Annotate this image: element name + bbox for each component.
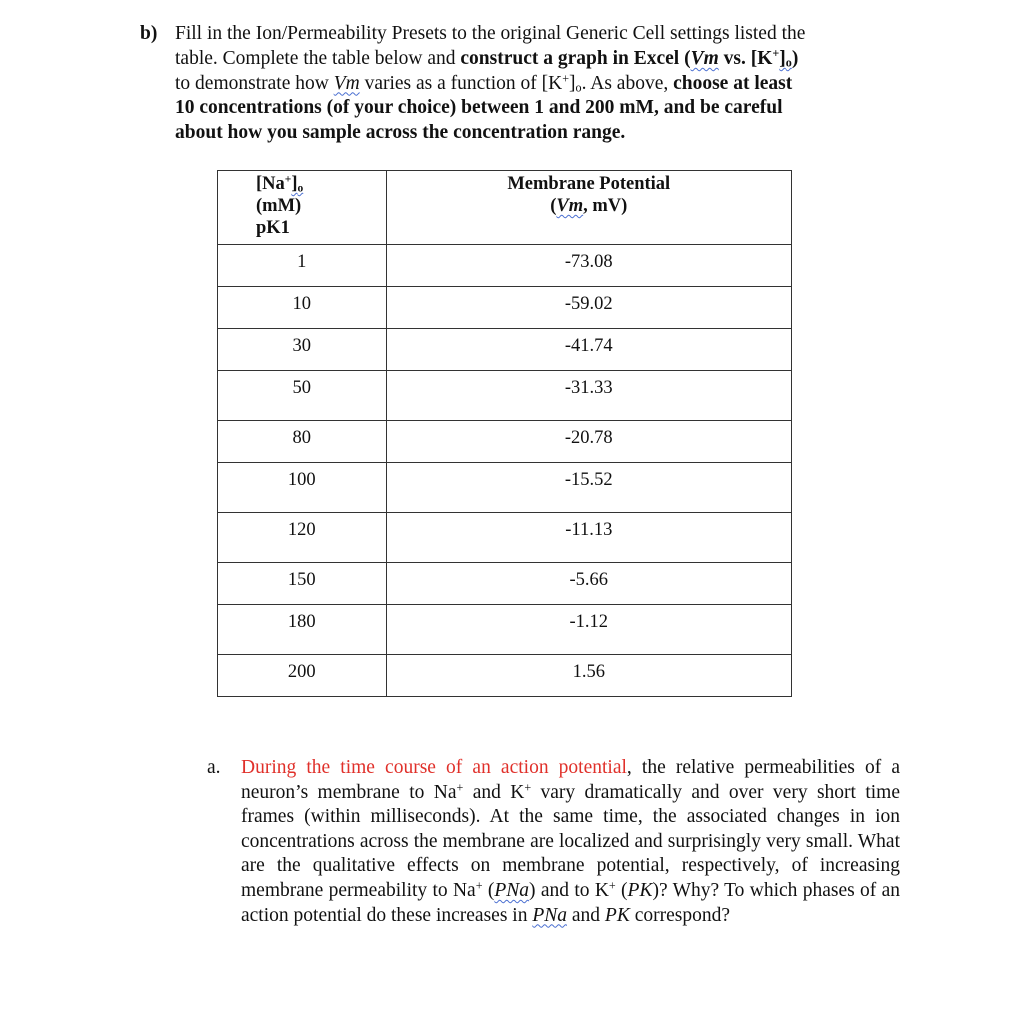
header-vm-symbol: Vm [556,196,584,216]
question-a-part-6: ( [615,879,628,901]
instruction-line-3-c: ] [569,72,576,94]
section-b-body [175,22,900,146]
header-open-paren: ( [550,196,557,216]
section-b-instructions [140,22,900,146]
header-mv-text: , mV) [583,196,628,216]
table-row [218,655,792,697]
vm-cell: -20.78 [386,421,791,463]
sub-o-2: o [575,80,582,94]
close-paren: ) [791,47,799,69]
bracket-text: ] [779,47,786,69]
question-a-part-9: correspond? [629,904,730,926]
question-a-part-4: ( [482,879,495,901]
question-a-part-5: ) and to K [529,879,609,901]
section-b-label: b) [140,23,158,44]
question-a-highlight: During the time course of an action potential [241,757,627,778]
conc-cell: 10 [218,287,387,329]
question-a-part-1: , the relative permeabilities of a neuron’s membrane to Na [241,757,900,803]
table-row [218,329,792,371]
pna-symbol-2: PNa [532,904,567,926]
table-row [218,513,792,563]
conc-cell: 100 [218,463,387,513]
table-row [218,605,792,655]
vm-cell: -15.52 [386,463,791,513]
pk-symbol-1: PK [627,879,653,901]
vm-cell: -31.33 [386,371,791,421]
vm-cell: -1.12 [386,605,791,655]
header-sub-o: o [297,182,304,195]
sup-4: + [608,878,616,893]
table-row [218,563,792,605]
header-na-sup: + [284,173,292,186]
conc-cell: 120 [218,513,387,563]
sup-1: + [456,779,464,794]
conc-cell: 80 [218,421,387,463]
vm-cell: 1.56 [386,655,791,697]
header-mp-title: Membrane Potential [507,174,671,194]
vm-symbol-2: Vm [333,72,360,94]
vm-cell: -59.02 [386,287,791,329]
table-row [218,371,792,421]
header-bracket-text: ] [291,174,298,194]
header-membrane-potential [386,171,791,245]
instruction-line-2-bold [460,48,798,69]
plus-sup-2: + [562,70,570,85]
table-row [218,287,792,329]
question-a-part-8: and [567,904,605,926]
table-row [218,463,792,513]
sub-o: o [785,55,792,70]
table-header-row [218,171,792,245]
bracket-o [779,48,792,69]
vm-cell: -11.13 [386,513,791,563]
instruction-line-3-d: . As above, [581,72,674,94]
conc-cell: 200 [218,655,387,697]
table-row [218,421,792,463]
sup-2: + [524,779,532,794]
question-a-text [241,756,900,928]
header-unit: (mM) [256,196,302,216]
instruction-line-2-a: table. Complete the table below and [175,47,461,69]
instruction-line-3-bold: choose at least [673,72,793,94]
conc-cell: 180 [218,605,387,655]
header-na-pre: [Na [256,174,285,194]
conc-cell: 1 [218,245,387,287]
header-pk1: pK1 [256,218,290,238]
question-a-part-7: )? Why? To which phases of an action potential do these increases in [241,879,900,926]
question-a [207,756,900,928]
vs-text: vs. [K [718,47,773,69]
instruction-line-3-b: varies as a function of [K [359,72,563,94]
instruction-line-1: Fill in the Ion/Permeability Presets to the original Generic Cell settings listed the [175,23,806,44]
pk-symbol-2: PK [604,904,630,926]
sup-3: + [475,878,483,893]
conc-cell: 30 [218,329,387,371]
table-row [218,245,792,287]
header-na-bracket [291,174,303,194]
question-a-number: a. [207,757,221,778]
plus-sup: + [772,46,780,61]
instruction-line-3-a: to demonstrate how [175,72,334,94]
instruction-line-5: about how you sample across the concentration range. [175,122,626,144]
vm-symbol: Vm [690,47,719,69]
graph-instruction-text: construct a graph in Excel ( [460,47,691,69]
question-a-part-2: and K [463,781,525,803]
vm-cell: -5.66 [386,563,791,605]
question-a-part-3: vary dramatically and over very short time frames (within milliseconds). At the same time, the associated changes in ion concentrations across the membrane are localized and surprisingly very small. What are the qualitative effects on membrane potential, respectively, of increasing membrane permeability to Na [241,781,900,901]
conc-cell: 150 [218,563,387,605]
header-concentration [218,171,387,245]
vm-cell: -73.08 [386,245,791,287]
membrane-potential-table [217,170,792,697]
pna-symbol-1: PNa [494,879,530,901]
header-mp-unit [550,196,627,216]
conc-cell: 50 [218,371,387,421]
vm-cell: -41.74 [386,329,791,371]
instruction-line-4: 10 concentrations (of your choice) between 1 and 200 mM, and be careful [175,97,783,119]
header-na-text [256,174,303,194]
